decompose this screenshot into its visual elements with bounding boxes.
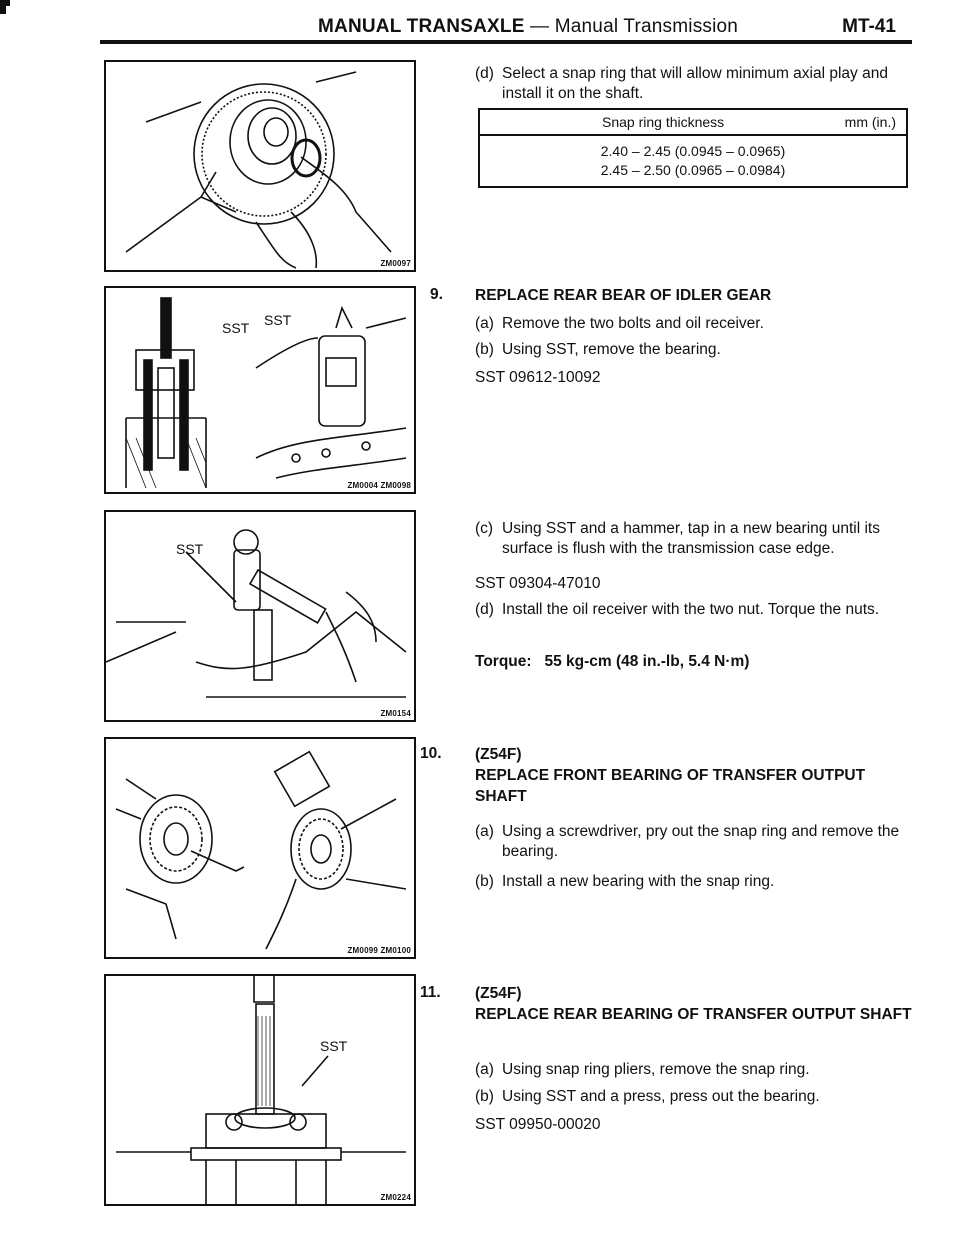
table-header bbox=[480, 110, 906, 136]
step-text: Using a screwdriver, pry out the snap ring and remove the bearing. bbox=[502, 823, 900, 860]
sst-number: SST 09950-00020 bbox=[475, 1116, 601, 1133]
step-number: 11. bbox=[420, 984, 441, 1001]
figure-front-bearing bbox=[104, 737, 416, 959]
page-header bbox=[318, 14, 908, 38]
step-label: (d) bbox=[475, 65, 494, 82]
figure-bearing-removal bbox=[104, 286, 416, 494]
step-label: (b) bbox=[475, 1088, 494, 1105]
step-heading bbox=[475, 983, 915, 1025]
figure-bearing-install bbox=[104, 510, 416, 722]
model-tag: (Z54F) bbox=[475, 746, 522, 763]
step-text: Install the oil receiver with the two nut. Torque the nuts. bbox=[502, 601, 880, 618]
figure-code: ZM0097 bbox=[380, 259, 411, 268]
step-label: (c) bbox=[475, 520, 494, 537]
step-text: Using SST and a press, press out the bearing. bbox=[502, 1088, 820, 1105]
table-row: 2.40 – 2.45 (0.0945 – 0.0965) bbox=[600, 143, 786, 159]
step-text: Using SST, remove the bearing. bbox=[502, 341, 721, 358]
table-row: 2.45 – 2.50 (0.0965 – 0.0984) bbox=[600, 162, 786, 178]
model-tag: (Z54F) bbox=[475, 985, 522, 1002]
shaft-illustration bbox=[106, 739, 414, 957]
step-heading bbox=[475, 744, 915, 807]
callout-label: SST bbox=[176, 541, 204, 557]
step-10a bbox=[475, 822, 915, 862]
step-9a bbox=[475, 314, 915, 334]
unit-header: mm (in.) bbox=[844, 114, 896, 130]
step-heading: REPLACE REAR BEAR OF IDLER GEAR bbox=[475, 287, 772, 304]
callout-label: SST bbox=[264, 312, 292, 328]
step-text: Select a snap ring that will allow minimum axial play and install it on the shaft. bbox=[502, 65, 888, 102]
heading-text: REPLACE REAR BEARING OF TRANSFER OUTPUT SHAFT bbox=[475, 1006, 912, 1023]
heading-text: REPLACE FRONT BEARING OF TRANSFER OUTPUT SHAFT bbox=[475, 767, 866, 805]
step-9b bbox=[475, 340, 915, 360]
step-number: 9. bbox=[430, 286, 443, 303]
table-body bbox=[480, 136, 906, 186]
hammer-illustration bbox=[106, 512, 414, 720]
step-label: (a) bbox=[475, 823, 494, 840]
figure-code: ZM0004 ZM0098 bbox=[347, 481, 411, 490]
puller-illustration bbox=[106, 288, 414, 492]
column-header: Snap ring thickness bbox=[602, 114, 725, 130]
step-text: Remove the two bolts and oil receiver. bbox=[502, 315, 764, 332]
figure-code: ZM0099 ZM0100 bbox=[347, 946, 411, 955]
gear-illustration bbox=[106, 62, 414, 270]
snap-ring-table bbox=[478, 108, 908, 188]
step-label: (a) bbox=[475, 1061, 494, 1078]
torque-label: Torque: bbox=[475, 653, 532, 670]
sst-number: SST 09304-47010 bbox=[475, 575, 601, 592]
step-8d bbox=[475, 64, 915, 104]
step-11a bbox=[475, 1060, 915, 1080]
figure-rear-bearing bbox=[104, 974, 416, 1206]
header-rule bbox=[100, 40, 912, 44]
figure-code: ZM0224 bbox=[380, 1193, 411, 1202]
step-9d bbox=[475, 600, 915, 620]
step-label: (b) bbox=[475, 341, 494, 358]
callout-label: SST bbox=[320, 1038, 348, 1054]
step-label: (b) bbox=[475, 873, 494, 890]
step-label: (a) bbox=[475, 315, 494, 332]
step-text: Using SST and a hammer, tap in a new bearing until its surface is flush with the transmission case edge. bbox=[502, 520, 880, 557]
step-11b bbox=[475, 1087, 915, 1107]
step-text: Install a new bearing with the snap ring. bbox=[502, 873, 775, 890]
step-number: 10. bbox=[420, 745, 442, 762]
figure-code: ZM0154 bbox=[380, 709, 411, 718]
step-9c bbox=[475, 519, 915, 559]
torque-value: 55 kg-cm (48 in.-lb, 5.4 N·m) bbox=[544, 653, 750, 670]
page-number: MT-41 bbox=[842, 16, 896, 37]
callout-label: SST bbox=[222, 320, 250, 336]
step-10b bbox=[475, 872, 915, 892]
sst-number: SST 09612-10092 bbox=[475, 369, 601, 386]
step-text: Using snap ring pliers, remove the snap ring. bbox=[502, 1061, 810, 1078]
figure-snap-ring-install bbox=[104, 60, 416, 272]
press-illustration bbox=[106, 976, 414, 1204]
subsection-title: — Manual Transmission bbox=[524, 16, 739, 37]
torque-spec bbox=[475, 652, 915, 672]
page-corner-mark bbox=[0, 0, 10, 14]
section-title: MANUAL TRANSAXLE bbox=[318, 16, 525, 37]
page-title bbox=[318, 16, 738, 38]
step-label: (d) bbox=[475, 601, 494, 618]
